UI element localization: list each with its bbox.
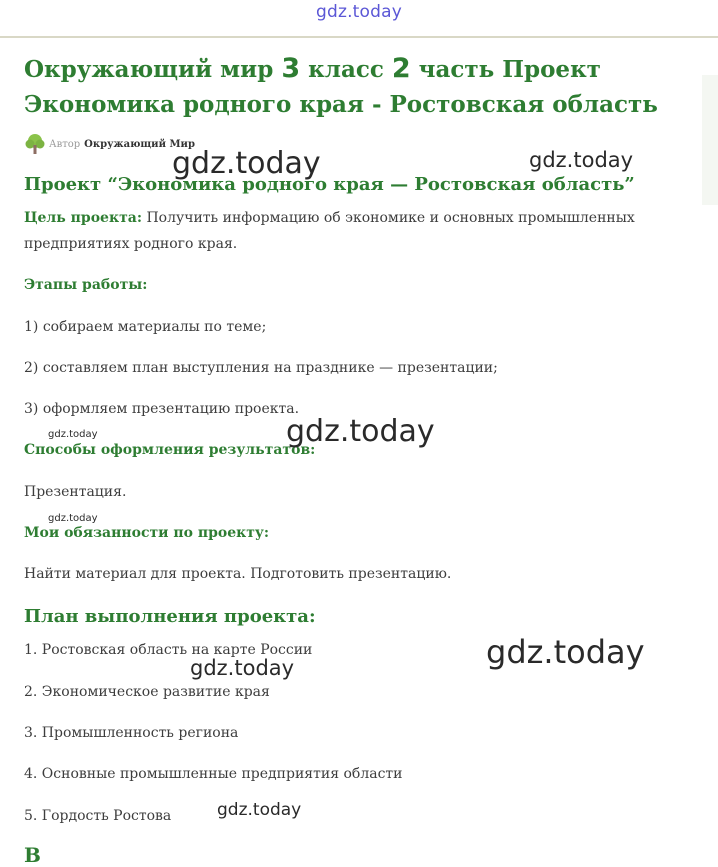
watermark: gdz.today [172,146,321,181]
goal-text: Получить информацию об экономике и основных промышленных [142,210,635,226]
watermark: gdz.today [48,513,98,524]
stage-item: 2) составляем план выступления на празднике — презентации; [24,360,498,376]
goal-label: Цель проекта: [24,210,142,226]
plan-item: 1. Ростовская область на карте России [24,642,313,658]
plan-item: 3. Промышленность региона [24,725,239,741]
watermark: gdz.today [286,414,435,449]
title-grade: 3 [281,53,301,84]
stages-heading: Этапы работы: [24,277,148,293]
project-heading: Проект “Экономика родного края — Ростовская область” [24,174,635,195]
duties-text: Найти материал для проекта. Подготовить презентацию. [24,566,452,582]
title-line2: Экономика родного края - Ростовская область [24,91,658,118]
sidebar-strip [702,75,718,205]
watermark: gdz.today [217,800,302,820]
plan-heading: План выполнения проекта: [24,606,316,627]
goal-line-2: предприятиях родного края. [24,236,238,252]
results-text: Презентация. [24,484,127,500]
results-heading: Способы оформления результатов: [24,442,316,458]
title-part1: Окружающий мир [24,56,282,83]
stage-item: 1) собираем материалы по теме; [24,319,267,335]
watermark: gdz.today [529,148,634,172]
plan-item: 5. Гордость Ростова [24,808,172,824]
title-part-number: 2 [391,53,411,84]
watermark: gdz.today [190,656,295,680]
author-line [24,132,195,156]
title-part3: часть Проект [410,56,601,83]
site-watermark-top: gdz.today [315,2,403,22]
header-divider [0,36,718,38]
tree-icon [24,133,46,155]
watermark: gdz.today [48,429,98,440]
title-part2: класс [300,56,392,83]
author-label: Автор [49,138,81,150]
duties-heading: Мои обязанности по проекту: [24,525,270,541]
watermark: gdz.today [486,633,645,671]
page-title [24,51,684,122]
author-name[interactable]: Окружающий Мир [84,138,195,150]
next-heading-cut: В [24,843,41,867]
plan-item: 4. Основные промышленные предприятия области [24,766,403,782]
plan-item: 2. Экономическое развитие края [24,684,270,700]
goal-line-1 [24,205,635,231]
stage-item: 3) оформляем презентацию проекта. [24,401,300,417]
